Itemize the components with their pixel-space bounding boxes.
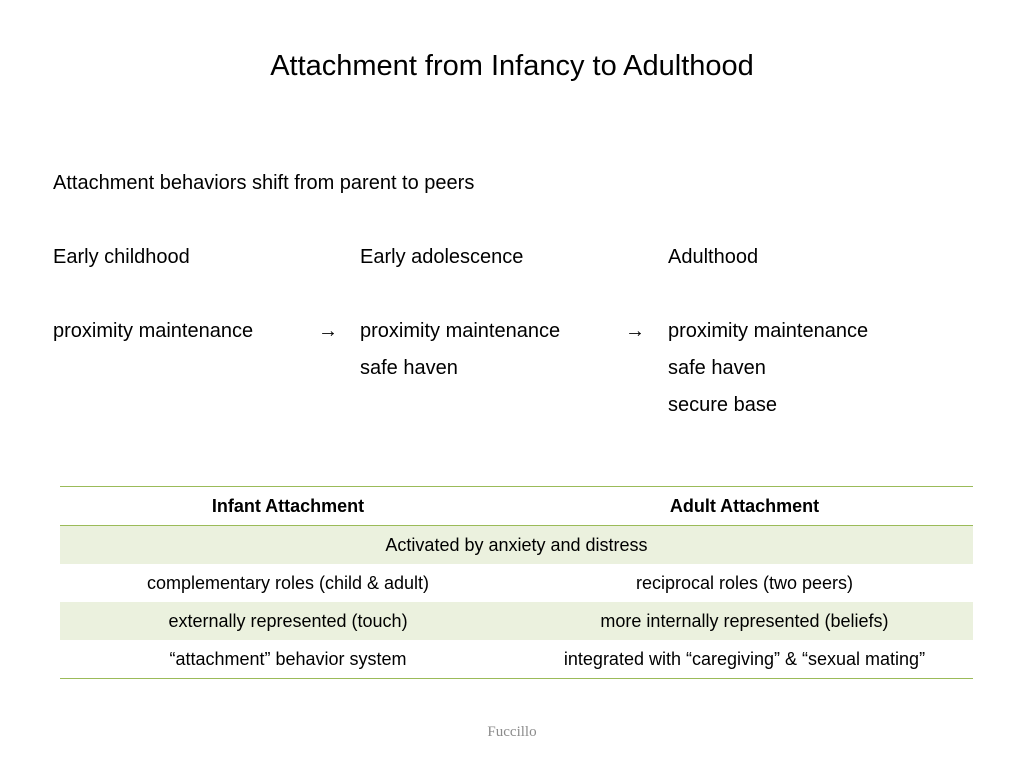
table-cell-infant: complementary roles (child & adult) [146,572,430,593]
behavior-adulthood-safe-haven: safe haven [668,357,766,379]
table-row [60,640,973,679]
table-cell-infant: “attachment” behavior system [60,640,516,679]
behavior-adolescence-safe-haven: safe haven [360,357,458,379]
table-cell-adult: more internally represented (beliefs) [516,602,973,640]
stage-early-childhood: Early childhood [53,246,190,268]
attachment-comparison-table [60,486,973,679]
table-row [60,602,973,640]
stage-early-adolescence: Early adolescence [360,246,524,268]
table-cell-infant: externally represented (touch) [60,602,516,640]
table-cell-adult: integrated with “caregiving” & “sexual mating” [516,640,973,679]
slide-title: Attachment from Infancy to Adulthood [270,50,754,82]
right-arrow-icon: → [318,320,338,342]
table-row [60,526,973,565]
table-merged-cell: Activated by anxiety and distress [60,526,973,565]
behavior-adolescence-proximity: proximity maintenance [360,320,561,342]
footer-author: Fuccillo [487,724,537,740]
intro-text: Attachment behaviors shift from parent to peers [53,172,475,194]
behavior-adulthood-proximity: proximity maintenance [668,320,869,342]
table-header-row [60,487,973,526]
behavior-adulthood-secure-base: secure base [668,394,777,416]
header-adult-attachment: Adult Attachment [516,487,973,526]
stage-adulthood: Adulthood [668,246,759,268]
header-infant-attachment: Infant Attachment [60,487,516,526]
table-cell-adult: reciprocal roles (two peers) [635,572,854,593]
table-row [60,564,973,602]
behavior-childhood-proximity: proximity maintenance [53,320,254,342]
right-arrow-icon: → [625,320,645,342]
